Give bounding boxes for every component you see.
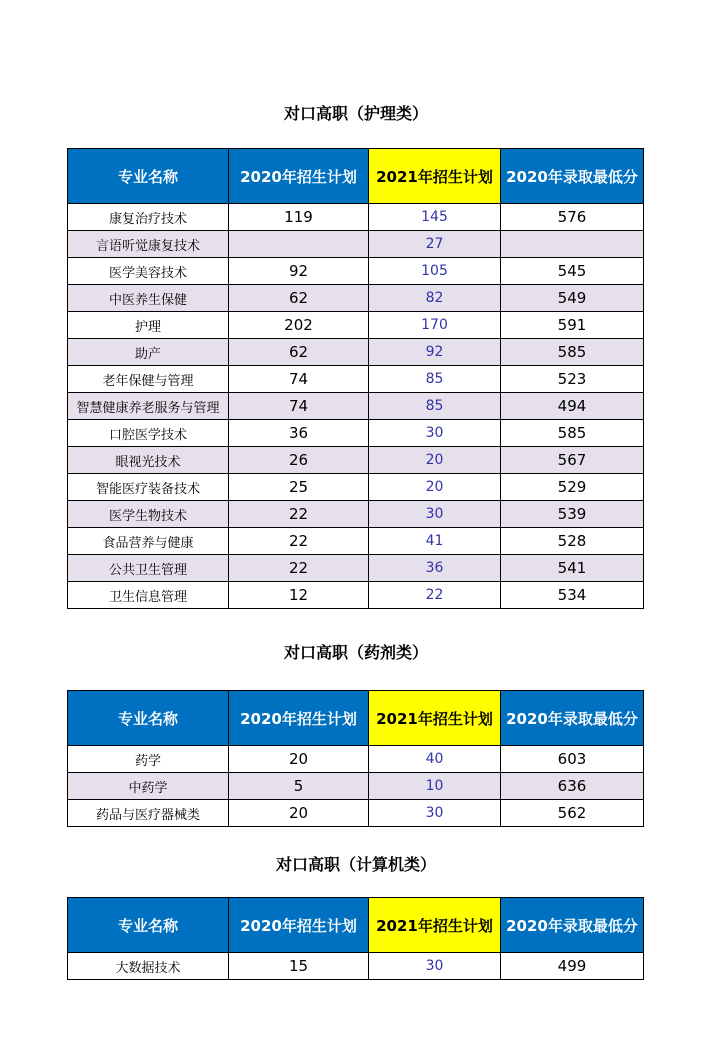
major-cell: 中药学: [68, 773, 229, 800]
major-cell: 言语听觉康复技术: [68, 231, 229, 258]
table-row: [68, 312, 644, 339]
header-major: 专业名称: [68, 149, 229, 204]
plan-2020-cell: 119: [229, 204, 369, 231]
plan-2020-cell: 20: [229, 800, 369, 827]
table-row: [68, 528, 644, 555]
plan-2020-cell: 25: [229, 474, 369, 501]
min-score-cell: 528: [501, 528, 644, 555]
major-cell: 药品与医疗器械类: [68, 800, 229, 827]
table-row: [68, 447, 644, 474]
plan-2020-cell: 22: [229, 501, 369, 528]
plan-2020-cell: 26: [229, 447, 369, 474]
table-row: [68, 773, 644, 800]
header-plan-2020: 2020年招生计划: [229, 691, 369, 746]
table-row: [68, 339, 644, 366]
table-nursing: [67, 148, 644, 609]
major-cell: 药学: [68, 746, 229, 773]
min-score-cell: 539: [501, 501, 644, 528]
table-row: [68, 800, 644, 827]
table-row: [68, 393, 644, 420]
major-cell: 智能医疗装备技术: [68, 474, 229, 501]
table-row: [68, 258, 644, 285]
plan-2021-cell: 85: [369, 393, 501, 420]
major-cell: 中医养生保健: [68, 285, 229, 312]
major-cell: 医学生物技术: [68, 501, 229, 528]
min-score-cell: 636: [501, 773, 644, 800]
plan-2021-cell: 170: [369, 312, 501, 339]
plan-2021-cell: 105: [369, 258, 501, 285]
plan-2020-cell: 62: [229, 339, 369, 366]
min-score-cell: 541: [501, 555, 644, 582]
plan-2020-cell: 62: [229, 285, 369, 312]
major-cell: 护理: [68, 312, 229, 339]
table-row: [68, 420, 644, 447]
plan-2020-cell: 92: [229, 258, 369, 285]
plan-2020-cell: 22: [229, 528, 369, 555]
plan-2021-cell: 22: [369, 582, 501, 609]
header-plan-2020: 2020年招生计划: [229, 898, 369, 953]
plan-2021-cell: 41: [369, 528, 501, 555]
major-cell: 智慧健康养老服务与管理: [68, 393, 229, 420]
major-cell: 助产: [68, 339, 229, 366]
plan-2020-cell: 22: [229, 555, 369, 582]
plan-2021-cell: 30: [369, 953, 501, 980]
min-score-cell: 562: [501, 800, 644, 827]
plan-2021-cell: 30: [369, 501, 501, 528]
min-score-cell: 585: [501, 420, 644, 447]
header-plan-2021: 2021年招生计划: [369, 898, 501, 953]
plan-2021-cell: 10: [369, 773, 501, 800]
major-cell: 食品营养与健康: [68, 528, 229, 555]
table-row: [68, 366, 644, 393]
major-cell: 医学美容技术: [68, 258, 229, 285]
table-header-row: [68, 898, 644, 953]
major-cell: 口腔医学技术: [68, 420, 229, 447]
plan-2020-cell: 5: [229, 773, 369, 800]
table-row: [68, 231, 644, 258]
table-row: [68, 204, 644, 231]
min-score-cell: 549: [501, 285, 644, 312]
table-row: [68, 746, 644, 773]
min-score-cell: 603: [501, 746, 644, 773]
plan-2020-cell: 15: [229, 953, 369, 980]
plan-2021-cell: 27: [369, 231, 501, 258]
header-plan-2021: 2021年招生计划: [369, 691, 501, 746]
table-row: [68, 953, 644, 980]
plan-2021-cell: 85: [369, 366, 501, 393]
table-row: [68, 285, 644, 312]
table-row: [68, 582, 644, 609]
table-header-row: [68, 691, 644, 746]
plan-2020-cell: 74: [229, 393, 369, 420]
section-title-pharmacy: 对口高职（药剂类）: [283, 643, 428, 662]
table-row: [68, 474, 644, 501]
table-row: [68, 501, 644, 528]
plan-2021-cell: 20: [369, 447, 501, 474]
plan-2021-cell: 30: [369, 420, 501, 447]
table-pharmacy: [67, 690, 644, 827]
plan-2021-cell: 36: [369, 555, 501, 582]
major-cell: 公共卫生管理: [68, 555, 229, 582]
header-major: 专业名称: [68, 691, 229, 746]
plan-2021-cell: 82: [369, 285, 501, 312]
min-score-cell: 529: [501, 474, 644, 501]
plan-2020-cell: 20: [229, 746, 369, 773]
min-score-cell: 585: [501, 339, 644, 366]
table-row: [68, 555, 644, 582]
min-score-cell: 591: [501, 312, 644, 339]
min-score-cell: 567: [501, 447, 644, 474]
min-score-cell: 576: [501, 204, 644, 231]
plan-2021-cell: 30: [369, 800, 501, 827]
header-min-score-2020: 2020年录取最低分: [501, 691, 644, 746]
plan-2020-cell: 202: [229, 312, 369, 339]
section-title-nursing: 对口高职（护理类）: [283, 104, 428, 123]
plan-2021-cell: 92: [369, 339, 501, 366]
table-header-row: [68, 149, 644, 204]
plan-2020-cell: [229, 231, 369, 258]
min-score-cell: 499: [501, 953, 644, 980]
plan-2021-cell: 145: [369, 204, 501, 231]
major-cell: 大数据技术: [68, 953, 229, 980]
header-plan-2020: 2020年招生计划: [229, 149, 369, 204]
header-plan-2021: 2021年招生计划: [369, 149, 501, 204]
min-score-cell: 534: [501, 582, 644, 609]
plan-2020-cell: 12: [229, 582, 369, 609]
plan-2021-cell: 40: [369, 746, 501, 773]
min-score-cell: [501, 231, 644, 258]
header-major: 专业名称: [68, 898, 229, 953]
min-score-cell: 523: [501, 366, 644, 393]
major-cell: 眼视光技术: [68, 447, 229, 474]
header-min-score-2020: 2020年录取最低分: [501, 149, 644, 204]
min-score-cell: 545: [501, 258, 644, 285]
plan-2020-cell: 36: [229, 420, 369, 447]
major-cell: 康复治疗技术: [68, 204, 229, 231]
header-min-score-2020: 2020年录取最低分: [501, 898, 644, 953]
plan-2020-cell: 74: [229, 366, 369, 393]
major-cell: 老年保健与管理: [68, 366, 229, 393]
section-title-computer: 对口高职（计算机类）: [275, 855, 436, 874]
min-score-cell: 494: [501, 393, 644, 420]
plan-2021-cell: 20: [369, 474, 501, 501]
major-cell: 卫生信息管理: [68, 582, 229, 609]
table-computer: [67, 897, 644, 980]
